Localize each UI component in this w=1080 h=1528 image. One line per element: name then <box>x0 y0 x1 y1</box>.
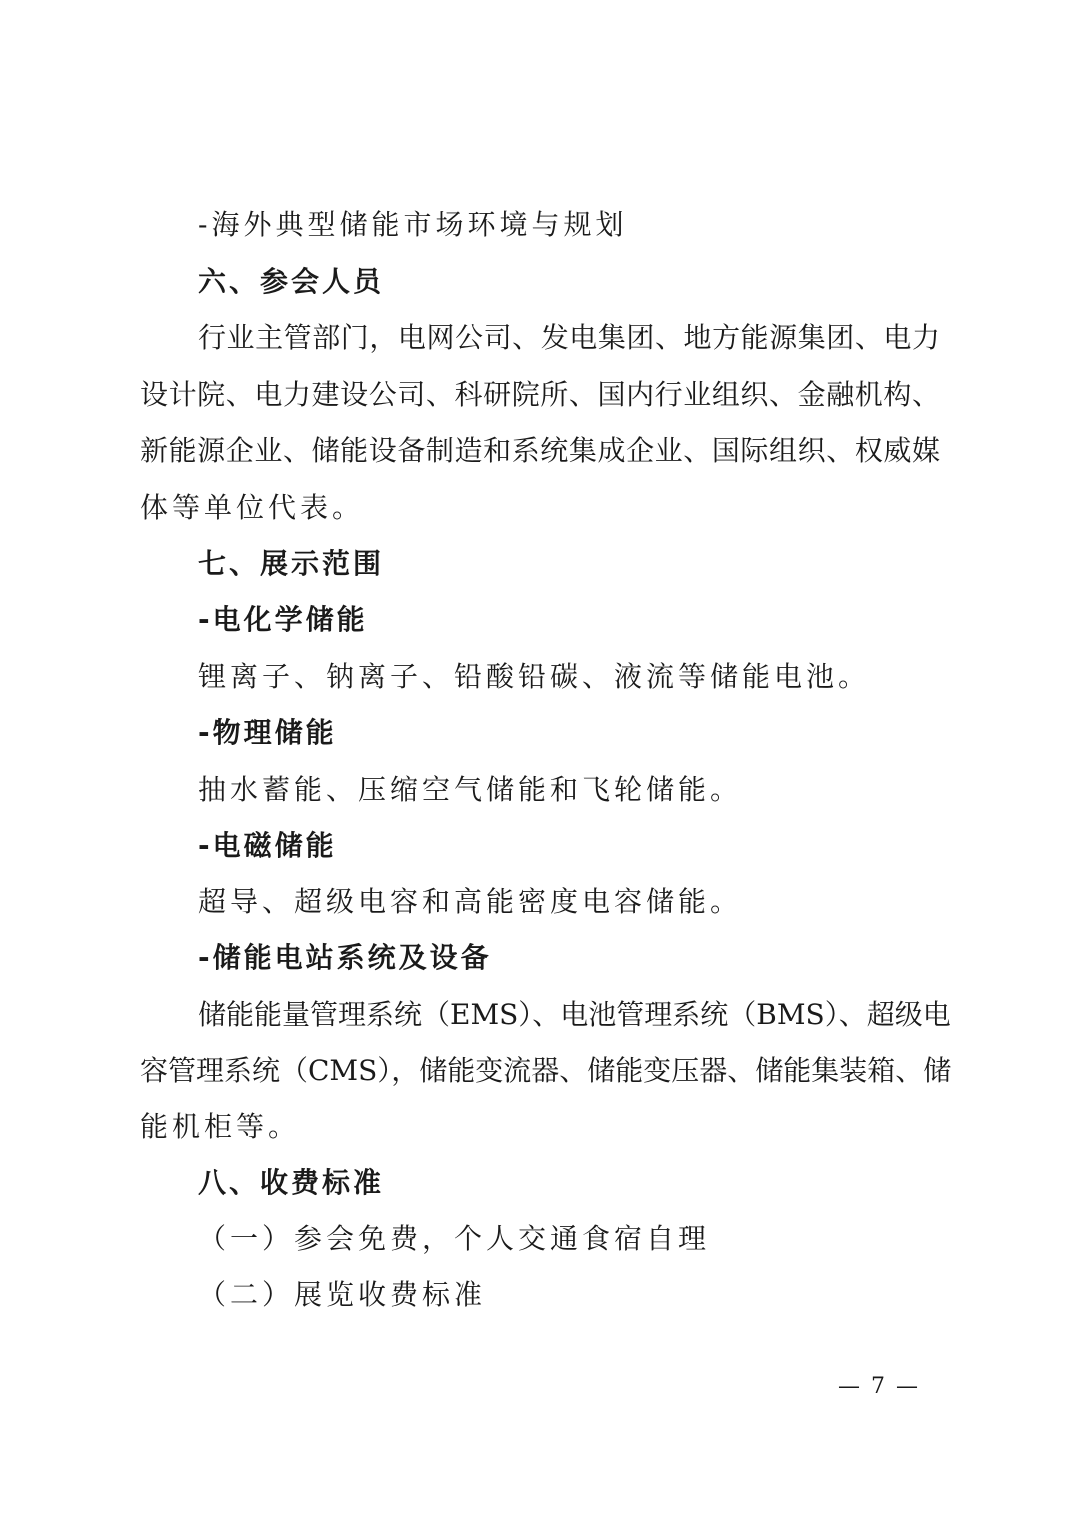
subheading-electromagnetic: -电磁储能 <box>198 829 337 862</box>
subheading-station-systems: -储能电站系统及设备 <box>198 941 492 974</box>
body-text-line: 行业主管部门，电网公司、发电集团、地方能源集团、电力 <box>198 321 940 354</box>
body-text-line: 能机柜等。 <box>140 1110 301 1143</box>
body-text-line: 设计院、电力建设公司、科研院所、国内行业组织、金融机构、 <box>140 378 940 411</box>
body-text-line: （一）参会免费，个人交通食宿自理 <box>198 1222 711 1255</box>
body-text-line: 容管理系统（CMS），储能变流器、储能变压器、储能集装箱、储 <box>140 1054 952 1087</box>
body-text-line: -海外典型储能市场环境与规划 <box>198 208 628 241</box>
body-text-line: 储能能量管理系统（EMS）、电池管理系统（BMS）、超级电 <box>198 998 951 1031</box>
body-text-line: （二）展览收费标准 <box>198 1278 487 1311</box>
subheading-electrochemical: -电化学储能 <box>198 603 368 636</box>
body-text-line: 体等单位代表。 <box>140 491 365 524</box>
page-number: — 7 — <box>838 1374 920 1399</box>
body-text-line: 抽水蓄能、压缩空气储能和飞轮储能。 <box>198 773 743 806</box>
subheading-physical: -物理储能 <box>198 716 337 749</box>
section-heading-fees: 八、收费标准 <box>198 1166 385 1199</box>
body-text-line: 锂离子、钠离子、铅酸铅碳、液流等储能电池。 <box>198 660 871 693</box>
body-text-line: 超导、超级电容和高能密度电容储能。 <box>198 885 743 918</box>
section-heading-exhibition-scope: 七、展示范围 <box>198 547 385 580</box>
section-heading-attendees: 六、参会人员 <box>198 265 385 298</box>
body-text-line: 新能源企业、储能设备制造和系统集成企业、国际组织、权威媒 <box>140 434 940 467</box>
